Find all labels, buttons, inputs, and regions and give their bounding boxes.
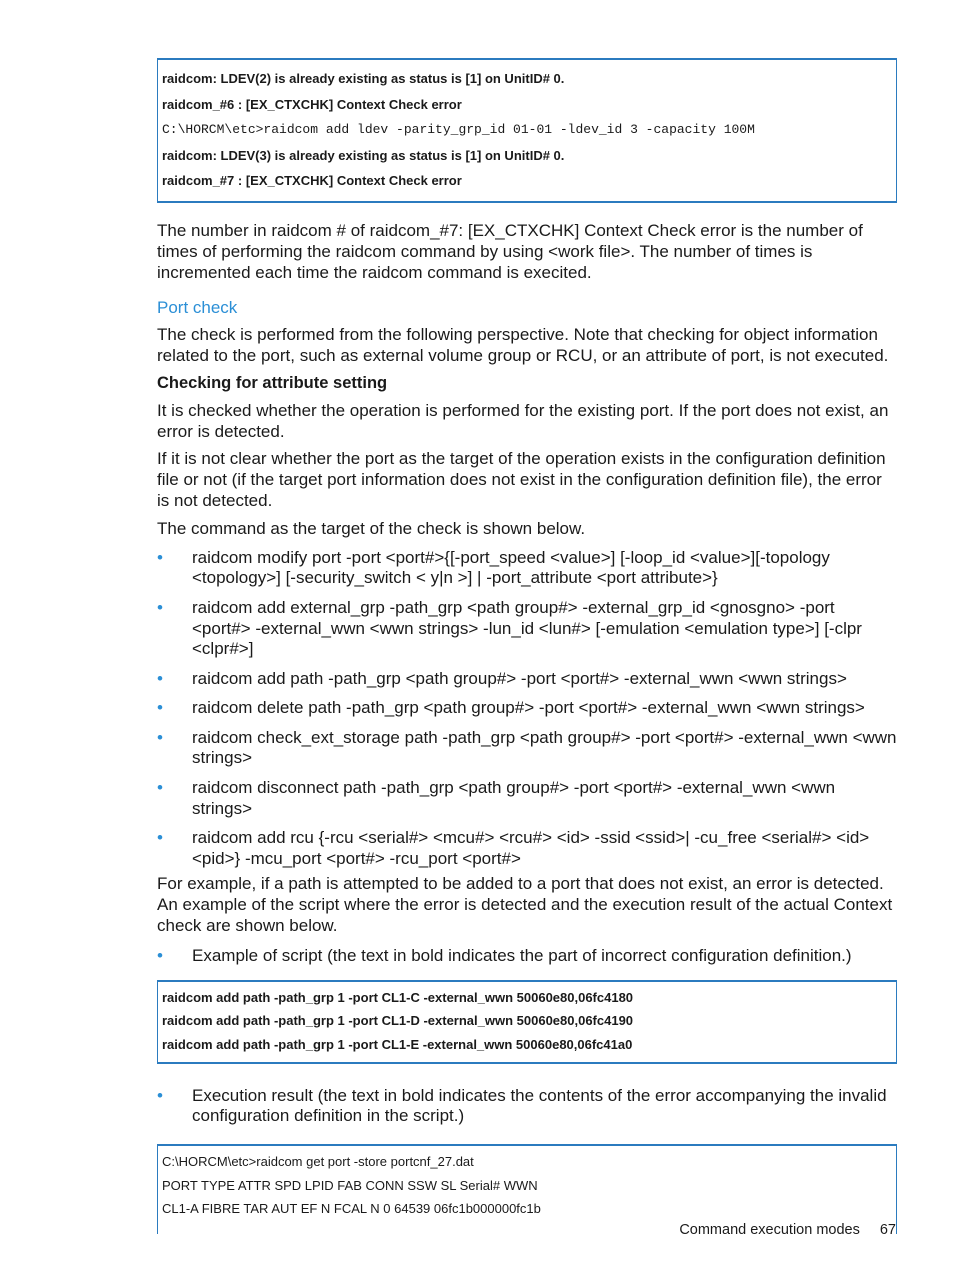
page-number: 67 [879,1222,896,1238]
list-item: • raidcom add path -path_grp <path group#> -port <port#> -external_wwn <wwn strings> [157,668,847,688]
list-item: • raidcom delete path -path_grp <path group#> -port <port#> -external_wwn <wwn strings> [157,698,865,718]
code-line: raidcom add path -path_grp 1 -port CL1-E -external_wwn 50060e80,06fc41a0 [162,1036,633,1052]
list-item: • raidcom add external_grp -path_grp <path group#> -external_grp_id <gnosgno> -port <port#> -external_wwn <wwn strings> -lun_id <lun#> [-emulation <emulation type>] [-clpr <clpr#>] [157,597,862,659]
bullet-icon: • [157,547,163,567]
footer-section-title: Command execution modes [679,1222,860,1238]
bullet-icon: • [157,945,163,965]
code-line: raidcom_#7 : [EX_CTXCHK] Context Check error [162,173,462,188]
paragraph-perspective: The check is performed from the following perspective. Note that checking for object information related to the port, such as external volume group or RCU, or an attribute of port, is not executed. [157,325,889,366]
code-line: raidcom: LDEV(2) is already existing as status is [1] on UnitID# 0. [162,71,565,86]
code-line: raidcom: LDEV(3) is already existing as status is [1] on UnitID# 0. [162,147,565,163]
code-line: raidcom add path -path_grp 1 -port CL1-C -external_wwn 50060e80,06fc4180 [162,989,634,1005]
list-item: • raidcom check_ext_storage path -path_grp <path group#> -port <port#> -external_wwn <wwn strings> [157,727,897,768]
bullet-icon: • [157,668,163,688]
code-line: raidcom_#6 : [EX_CTXCHK] Context Check error [162,96,462,112]
page-footer [679,1222,896,1238]
paragraph-counter-explanation: The number in raidcom # of raidcom_#7: [EX_CTXCHK] Context Check error is the number of times of performing the raidcom command by using <work file>. The number of times is incremented each time the raidcom command is execited. [157,221,863,282]
bullet-icon: • [157,698,163,718]
page-content [157,58,897,1234]
bullet-icon: • [157,597,163,617]
paragraph-existing-port: It is checked whether the operation is performed for the existing port. If the port does not exist, an error is detected. [157,400,889,441]
result-bullet-list [157,1086,897,1128]
code-block-result [157,1144,897,1234]
subheading-attribute-setting: Checking for attribute setting [157,373,388,392]
list-item: • Execution result (the text in bold indicates the contents of the error accompanying the invalid configuration definition in the script.) [157,1085,887,1126]
list-item: • raidcom disconnect path -path_grp <path group#> -port <port#> -external_wwn <wwn strings> [157,777,836,818]
code-line: raidcom add path -path_grp 1 -port CL1-D -external_wwn 50060e80,06fc4190 [162,1013,634,1029]
code-line: CL1-A FIBRE TAR AUT EF N FCAL N 0 64539 06fc1b000000fc1b [162,1201,541,1217]
paragraph-command-target: The command as the target of the check is shown below. [157,518,586,538]
paragraph-not-clear: If it is not clear whether the port as the target of the operation exists in the configuration definition file or not (if the target port information does not exist in the configuration definition file), the error is not detected. [157,449,886,510]
paragraph-example-intro: For example, if a path is attempted to be added to a port that does not exist, an error is detected. An example of the script where the error is detected and the execution result of the actual Context check are shown below. [157,874,893,936]
code-line: C:\HORCM\etc>raidcom add ldev -parity_grp_id 01-01 -ldev_id 3 -capacity 100M [162,122,755,137]
bullet-icon: • [157,727,163,747]
list-item: • raidcom add rcu {-rcu <serial#> <mcu#> <rcu#> <id> -ssid <ssid>| -cu_free <serial#> <id> <pid>} -mcu_port <port#> -rcu_port <port#> [157,827,870,868]
list-item: • Example of script (the text in bold indicates the part of incorrect configuration definition.) [157,945,852,965]
code-block-context-errors [157,58,897,203]
section-heading-port-check: Port check [157,298,238,318]
script-bullet-list [157,946,897,967]
code-line: C:\HORCM\etc>raidcom get port -store portcnf_27.dat [162,1154,474,1170]
bullet-icon: • [157,777,163,797]
bullet-icon: • [157,1085,163,1105]
list-item: • raidcom modify port -port <port#>{[-port_speed <value>] [-loop_id <value>][-topology <topology>] [-security_switch < y|n >] | -port_attribute <port attribute>} [157,547,830,588]
bullet-icon: • [157,827,163,847]
command-list [157,548,897,870]
code-line: PORT TYPE ATTR SPD LPID FAB CONN SSW SL Serial# WWN [162,1177,538,1193]
code-block-script [157,980,897,1064]
